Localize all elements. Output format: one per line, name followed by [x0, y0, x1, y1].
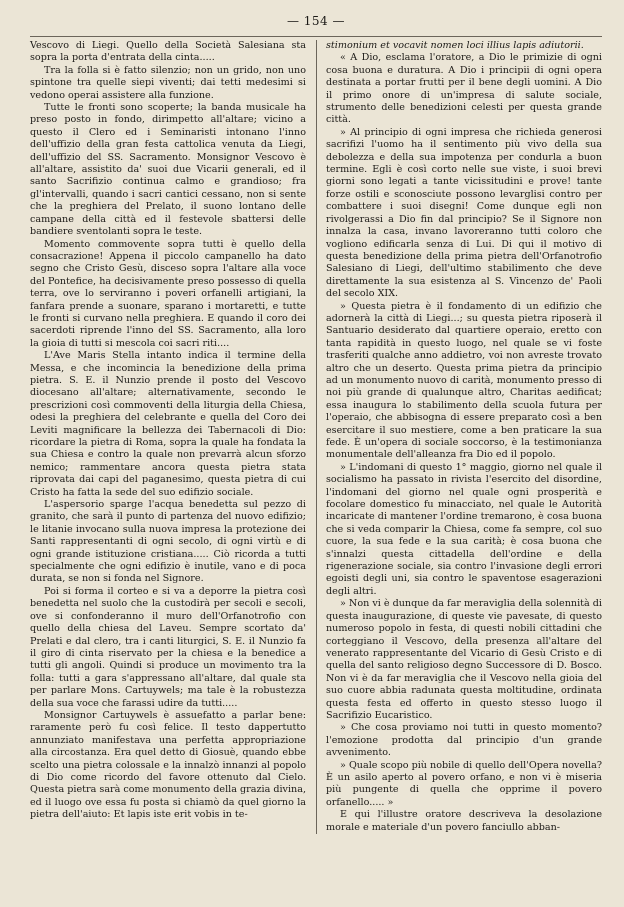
paragraph: » Non vi è dunque da far meraviglia della solennità di questa inaugurazione, di queste vie pavesate, di questo numeroso popolo in festa, di questi nobili cittadini che corteggiano il Vescovo, della presenza all'altare del venerato rappresentante del Vicario di Gesù Cristo e di quella del santo religioso degno Successore di D. Bosco. Non vi è da far meraviglia che il Vescovo nella gioia del suo cuore abbia radunata questa moltitudine, ordinata questa festa ed offerto in questo stesso luogo il Sacrifizio Eucaristico.	[326, 598, 602, 721]
paragraph: » Che cosa proviamo noi tutti in questo momento? l'emozione prodotta dal principio d'un grande avvenimento.	[326, 722, 602, 759]
left-column	[30, 40, 306, 834]
paragraph: » Al principio di ogni impresa che richieda generosi sacrifizi l'uomo ha il sentimento più vivo della sua debolezza e della sua impotenza per condurla a buon termine. Egli è così corto nelle sue viste, i suoi brevi giorni sono legati a tante vicissitudini e prove! tante forze ostili e sconosciute possono levarglisi contro per combattere i suoi disegni! Come dunque egli non rivolgerassi a Dio fin dal principio? Se il Signore non innalza la casa, invano lavoreranno tutti coloro che vogliono edificarla senza di Lui. Di qui il motivo di questa benedizione della prima pietra dell'Orfanotrofio Salesiano di Liegi, dell'ultimo stabilimento che deve direttamente la sua esistenza al S. Vincenzo de' Paoli del secolo XIX.	[326, 126, 602, 300]
paragraph: Monsignor Cartuywels è assuefatto a parlar bene: raramente però fu così felice. Il testo dappertutto annunziato manifestava una perfetta appropriazione alla circostanza. Era quel detto di Giosuè, quando ebbe scelto una pietra colossale e la innalzò innanzi al popolo di Dio come ricordo del favore ottenuto dal Cielo. Questa pietra sarà come monumento della grazia divina, ed il luogo ove essa fu posta si chiamò da quel giorno la pietra dell'aiuto: Et lapis iste erit vobis in te-	[30, 709, 306, 821]
latin-quote: stimonium et vocavit nomen loci illius lapis adiutorii.	[326, 40, 584, 51]
text-columns	[30, 40, 602, 834]
paragraph: » L'indomani di questo 1° maggio, giorno nel quale il socialismo ha passato in rivista l'esercito del disordine, l'indomani del giorno nel quale ogni prosperità e focolare domestico fu minacciato, nel quale le Autorità incaricate di mantener l'ordine tremarono, è cosa buona che si veda comparir la Chiesa, come fa sempre, col suo cuore, la sua fede e la sua carità; è cosa buona che s'innalzi questa cittadella dell'ordine e della rigenerazione sociale, sia contro l'invasione degli errori egoisti degli uni, sia contro le spaventose esagerazioni degli altri.	[326, 461, 602, 597]
right-column	[326, 40, 602, 834]
paragraph: L'Ave Maris Stella intanto indica il termine della Messa, e che incomincia la benedizione della prima pietra. S. E. il Nunzio prende il posto del Vescovo diocesano all'altare; alternativamente, secondo le prescrizioni così commoventi della liturgia della Chiesa, odesi la preghiera del celebrante e quella del Coro dei Leviti magnificare la bellezza dei Tabernacoli di Dio: ricordare la pietra di Roma, sopra la quale ha fondata la sua Chiesa e contro la quale non prevarrà alcun sforzo nemico; rammentare ancora questa pietra stata riprovata dai capi del paganesimo, questa pietra di cui Cristo ha fatta la sede del suo edifizio sociale.	[30, 350, 306, 498]
paragraph: Vescovo di Liegi. Quello della Società Salesiana sta sopra la porta d'entrata della cinta.....	[30, 40, 306, 64]
paragraph: » Questa pietra è il fondamento di un edifizio che adornerà la città di Liegi...; su questa pietra riposerà il Santuario desiderato dal quartiere operaio, eretto con tanta rapidità in questo luogo, nel quale se vi foste trasferiti qualche anno addietro, voi non avreste trovato altro che un deserto. Questa prima pietra da principio ad un monumento nuovo di carità, monumento presso di noi più grande di qualunque altro, Charitas aedificat; essa inaugura lo stabilimento della scuola futura per l'operaio, che abbisogna di essere preparato così a ben esercitare il suo mestiere, come a ben praticare la sua fede. È un'opera di sociale soccorso, è la testimonianza monumentale dell'alleanza fra Dio ed il popolo.	[326, 300, 602, 461]
paragraph: E qui l'illustre oratore descriveva la desolazione morale e materiale d'un povero fanciullo abban-	[326, 809, 602, 833]
paragraph: Poi si forma il corteo e si va a deporre la pietra così benedetta nel suolo che la custodirà per secoli e secoli, ove si confonderanno il muro dell'Orfanotrofio con quello della chiesa del Laveu. Sempre scortato da' Prelati e dal clero, tra i canti liturgici, S. E. il Nunzio fa il giro di cinta riservato per la chiesa e la benedice a tutti gli angoli. Quindi si produce un movimento tra la folla: tutti a gara s'appressano all'altare, dal quale sta per parlare Mons. Cartuywels; ma tale è la robustezza della sua voce che farassi udire da tutti.....	[30, 585, 306, 709]
paragraph: « A Dio, esclama l'oratore, a Dio le primizie di ogni cosa buona e duratura. A Dio i principii di ogni opera destinata a portar frutti per il bene degli uomini. A Dio il primo onore di un'impresa di salute sociale, strumento delle benedizioni celesti per questa grande città.	[326, 52, 602, 126]
paragraph: » Quale scopo più nobile di quello dell'Opera novella? È un asilo aperto al povero orfano, e non vi è miseria più pungente di quella che opprime il povero orfanello..... »	[326, 759, 602, 808]
paragraph: Momento commovente sopra tutti è quello della consacrazione! Appena il piccolo campanello ha dato segno che Cristo Gesù, disceso sopra l'altare alla voce del Pontefice, ha decisivamente preso possesso di quella terra, ove lo serviranno i poveri orfanelli artigiani, la fanfara prende a suonare, sparano i mortaretti, e tutte le fronti si curvano nella preghiera. E quando il coro dei sacerdoti riprende l'inno del SS. Sacramento, alla loro la gioia di tutti si mescola coi sacri riti....	[30, 238, 306, 349]
page-number: — 154 —	[286, 14, 346, 28]
column-divider	[316, 40, 317, 834]
paragraph: Tra la folla si è fatto silenzio; non un grido, non uno spintone tra quelle siepi viventi; dai tetti medesimi si vedono operai assistere alla funzione.	[30, 64, 306, 101]
paragraph: Tutte le fronti sono scoperte; la banda musicale ha preso posto in fondo, dirimpetto all'altare; vicino a questo il Clero ed i Seminaristi intonano l'inno dell'uffizio della gran festa cattolica venuta da Liegi, dell'uffizio del SS. Sacramento. Monsignor Vescovo è all'altare, assistito da' suoi due Vicarii generali, ed il santo Sacrifizio continua calmo e grandioso; fra gl'intervalli, quando i sacri cantici cessano, non si sente che la preghiera del Prelato, il suono lontano delle campane della città ed il festevole sbattersi delle bandiere sventolanti sopra le teste.	[30, 102, 306, 238]
paragraph-italic	[326, 40, 602, 52]
paragraph: L'aspersorio sparge l'acqua benedetta sul pezzo di granito, che sarà il punto di partenza del nuovo edifizio; le litanie invocano sulla nuova impresa la protezione dei Santi rappresentanti di ogni secolo, di ogni virtù e di ogni grande istituzione cristiana..... Ciò ricorda a tutti specialmente che ogni edifizio è inutile, vano e di poca durata, se non si fonda nel Signore.	[30, 499, 306, 585]
header-rule	[30, 36, 602, 37]
